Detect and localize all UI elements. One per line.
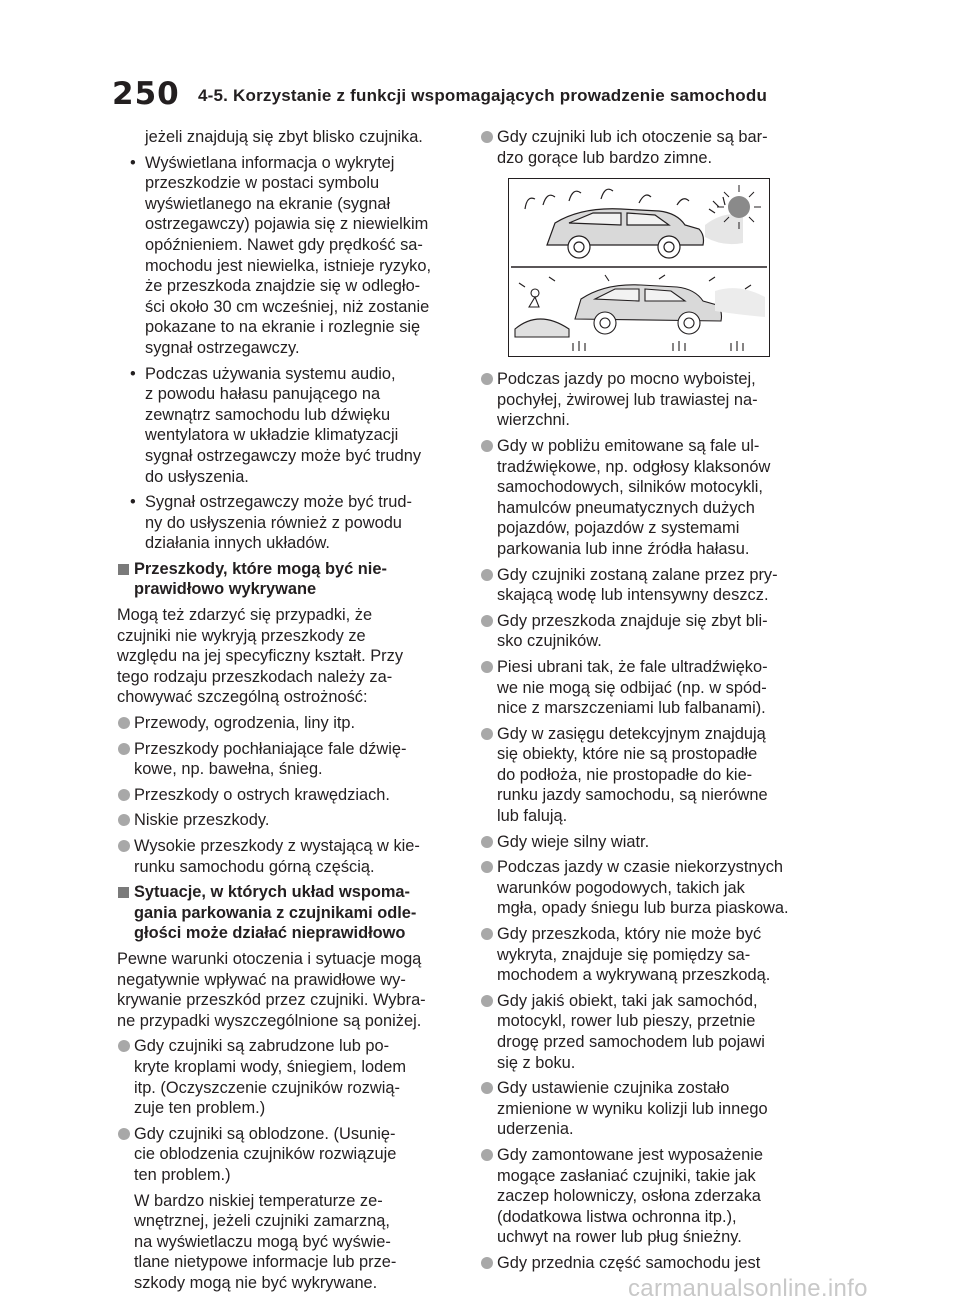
bullet-item bbox=[117, 1036, 462, 1118]
text-line: jeżeli znajdują się zbyt blisko czujnika. bbox=[145, 128, 423, 146]
text-line: ten problem.) bbox=[134, 1165, 231, 1184]
text-line: kowe, np. bawełna, śnieg. bbox=[134, 760, 323, 779]
text-line: W bardzo niskiej temperaturze ze- bbox=[134, 1191, 383, 1210]
text-line: Pewne warunki otoczenia i sytuacje mogą bbox=[117, 949, 422, 968]
text-line: Sytuacje, w których układ wspoma- bbox=[134, 883, 410, 902]
square-bullet-icon bbox=[118, 887, 129, 898]
circle-bullet-icon bbox=[118, 743, 130, 755]
text-line: sygnał ostrzegawczy. bbox=[145, 338, 300, 357]
text-line: ne przypadki wyszczególnione są poniżej. bbox=[117, 1011, 422, 1030]
text-line: zaczep holowniczy, osłona zderzaka bbox=[497, 1187, 761, 1206]
text-line: (dodatkowa listwa ochronna itp.), bbox=[497, 1207, 737, 1226]
text-line: dzo gorące lub bardzo zimne. bbox=[497, 148, 713, 167]
text-line: szkody mogą nie być wykrywane. bbox=[134, 1273, 378, 1292]
bullet-item bbox=[480, 611, 810, 652]
section-heading bbox=[117, 559, 462, 600]
text-line: względu na jej specyficzny kształt. Przy bbox=[117, 647, 404, 666]
bullet-item bbox=[480, 1253, 810, 1274]
text-line: do podłoża, nie prostopadłe do kie- bbox=[497, 765, 753, 784]
text-line: we nie mogą się odbijać (np. w spód- bbox=[497, 678, 767, 697]
text-line: pokazane to na ekranie i rozlegnie się bbox=[145, 318, 421, 337]
illustration-hot-cold-sensors bbox=[508, 178, 770, 357]
sub-paragraph bbox=[117, 1191, 462, 1294]
text-line: negatywnie wpływać na prawidłowe wy- bbox=[117, 970, 406, 989]
text-line: parkowania lub inne źródła hałasu. bbox=[497, 539, 750, 558]
text-line: na wyświetlaczu mogą być wyświe- bbox=[134, 1232, 391, 1251]
text-line: tego rodzaju przeszkodach należy za- bbox=[117, 667, 393, 686]
text-line: ny do usłyszenia również z powodu bbox=[145, 513, 402, 532]
text-line: opóźnieniem. Nawet gdy prędkość sa- bbox=[145, 235, 423, 254]
text-line: że przeszkoda znajdzie się w odległo- bbox=[145, 277, 421, 296]
dash-item bbox=[117, 153, 462, 359]
bullet-item bbox=[480, 436, 810, 560]
bullet-item bbox=[117, 836, 462, 877]
text-line: Gdy w pobliżu emitowane są fale ul- bbox=[497, 436, 760, 455]
text-line: sko czujników. bbox=[497, 632, 602, 651]
bullet-item bbox=[480, 832, 810, 853]
text-line: pochyłej, żwirowej lub trawiastej na- bbox=[497, 390, 758, 409]
text-line: chowywać szczególną ostrożność: bbox=[117, 688, 368, 707]
text-line: tradźwiękowe, np. odgłosy klaksonów bbox=[497, 457, 771, 476]
section-heading bbox=[117, 882, 462, 944]
circle-bullet-icon bbox=[118, 1040, 130, 1052]
bullet-item bbox=[480, 924, 810, 986]
intro-text bbox=[117, 127, 462, 148]
text-line: Gdy czujniki lub ich otoczenie są bar- bbox=[497, 128, 768, 146]
text-line: krywanie przeszkód przez czujniki. Wybra- bbox=[117, 991, 426, 1010]
bullet-item bbox=[117, 810, 462, 831]
text-line: Mogą też zdarzyć się przypadki, że bbox=[117, 606, 373, 625]
bullet-item bbox=[480, 1078, 810, 1140]
text-line: Podczas jazdy po mocno wyboistej, bbox=[497, 370, 756, 389]
text-line: Gdy przeszkoda znajduje się zbyt bli- bbox=[497, 611, 768, 630]
text-line: tlane nietypowe informacje lub prze- bbox=[134, 1253, 397, 1272]
text-line: ści około 30 cm wcześniej, niż zostanie bbox=[145, 297, 430, 316]
text-line: warunków pogodowych, takich jak bbox=[497, 878, 745, 897]
text-line: Piesi ubrani tak, że fale ultradźwięko- bbox=[497, 657, 768, 676]
dash-bullet-icon: • bbox=[130, 364, 136, 383]
dash-bullet-icon: • bbox=[130, 153, 136, 172]
circle-bullet-icon bbox=[481, 1257, 493, 1269]
text-line: Podczas używania systemu audio, bbox=[145, 364, 396, 383]
text-line: kryte kroplami wody, śniegiem, lodem bbox=[134, 1057, 407, 1076]
text-line: drogę przed samochodem lub pojawi bbox=[497, 1033, 765, 1051]
bullet-item bbox=[480, 369, 810, 431]
circle-bullet-icon bbox=[481, 569, 493, 581]
dash-item bbox=[117, 364, 462, 488]
circle-bullet-icon bbox=[118, 789, 130, 801]
text-line: mgła, opady śniegu lub burza piaskowa. bbox=[497, 899, 789, 918]
bullet-item bbox=[480, 991, 810, 1073]
text-line: głości może działać nieprawidłowo bbox=[134, 924, 406, 943]
text-line: motocykl, rower lub pieszy, przetnie bbox=[497, 1012, 756, 1031]
text-line: wentylatora w układzie klimatyzacji bbox=[145, 426, 399, 445]
text-line: wnętrznej, jeżeli czujniki zamarzną, bbox=[134, 1212, 390, 1231]
bullet-item bbox=[117, 739, 462, 780]
text-line: Gdy zamontowane jest wyposażenie bbox=[497, 1145, 764, 1164]
circle-bullet-icon bbox=[481, 373, 493, 385]
circle-bullet-icon bbox=[481, 728, 493, 740]
text-line: wykryta, znajduje się pomiędzy sa- bbox=[497, 945, 751, 964]
text-line: hamulców pneumatycznych dużych bbox=[497, 498, 755, 517]
circle-bullet-icon bbox=[118, 717, 130, 729]
text-line: pojazdów, pojazdów z systemami bbox=[497, 519, 740, 538]
text-line: samochodowych, silników motocykli, bbox=[497, 478, 763, 497]
text-line: Gdy czujniki są oblodzone. (Usunię- bbox=[134, 1124, 396, 1143]
bullet-item bbox=[480, 657, 810, 719]
bullet-item bbox=[480, 1145, 810, 1248]
text-line: z powodu hałasu panującego na bbox=[145, 385, 381, 404]
text-line: uderzenia. bbox=[497, 1120, 574, 1139]
text-line: wyświetlanego na ekranie (sygnał bbox=[145, 194, 391, 213]
circle-bullet-icon bbox=[481, 1082, 493, 1094]
bullet-item bbox=[117, 713, 462, 734]
text-line: Przeszkody o ostrych krawędziach. bbox=[134, 785, 390, 804]
circle-bullet-icon bbox=[118, 840, 130, 852]
circle-bullet-icon bbox=[481, 836, 493, 848]
text-line: Przeszkody, które mogą być nie- bbox=[134, 559, 387, 578]
text-line: uchwyt na rower lub pług śnieżny. bbox=[497, 1228, 742, 1247]
text-line: Wysokie przeszkody z wystającą w kie- bbox=[134, 837, 420, 855]
text-line: czujniki nie wykryją przeszkody ze bbox=[117, 626, 366, 645]
dash-bullet-icon: • bbox=[130, 493, 136, 512]
text-line: Gdy przednia część samochodu jest bbox=[497, 1253, 761, 1272]
text-line: przeszkodzie w postaci symbolu bbox=[145, 174, 380, 193]
text-line: się obiekty, które nie są prostopadłe bbox=[497, 745, 758, 764]
circle-bullet-icon bbox=[481, 1149, 493, 1161]
text-line: runku samochodu górną częścią. bbox=[134, 857, 375, 876]
text-line: nice z marszczeniami lub falbanami). bbox=[497, 699, 766, 718]
section-paragraph bbox=[117, 605, 462, 708]
dash-item bbox=[117, 492, 462, 554]
square-bullet-icon bbox=[118, 564, 129, 575]
bullet-item bbox=[480, 127, 810, 168]
text-line: prawidłowo wykrywane bbox=[134, 580, 317, 599]
bullet-item bbox=[480, 857, 810, 919]
bullet-item bbox=[480, 724, 810, 827]
text-line: Gdy przeszkoda, który nie może być bbox=[497, 925, 762, 944]
text-line: Niskie przeszkody. bbox=[134, 811, 270, 830]
text-line: Przeszkody pochłaniające fale dźwię- bbox=[134, 739, 407, 758]
circle-bullet-icon bbox=[481, 928, 493, 940]
text-line: się z boku. bbox=[497, 1053, 576, 1072]
text-line: Wyświetlana informacja o wykrytej bbox=[145, 153, 395, 172]
watermark: carmanualsonline.info bbox=[628, 1275, 868, 1302]
bullet-item bbox=[117, 1124, 462, 1186]
text-line: Podczas jazdy w czasie niekorzystnych bbox=[497, 858, 784, 877]
circle-bullet-icon bbox=[481, 615, 493, 627]
text-line: zmienione w wyniku kolizji lub innego bbox=[497, 1099, 768, 1118]
circle-bullet-icon bbox=[118, 1128, 130, 1140]
text-line: lub falują. bbox=[497, 807, 568, 826]
text-line: Gdy ustawienie czujnika zostało bbox=[497, 1079, 730, 1098]
circle-bullet-icon bbox=[481, 995, 493, 1007]
circle-bullet-icon bbox=[118, 814, 130, 826]
text-line: gania parkowania z czujnikami odle- bbox=[134, 903, 417, 922]
section-paragraph bbox=[117, 949, 462, 1031]
text-line: działania innych układów. bbox=[145, 534, 330, 553]
text-line: wierzchni. bbox=[497, 411, 570, 430]
text-line: Gdy wieje silny wiatr. bbox=[497, 832, 650, 851]
bullet-item bbox=[480, 565, 810, 606]
text-line: Sygnał ostrzegawczy może być trud- bbox=[145, 493, 412, 512]
text-line: mochodu jest niewielka, istnieje ryzyko, bbox=[145, 256, 432, 275]
circle-bullet-icon bbox=[481, 861, 493, 873]
text-line: sygnał ostrzegawczy może być trudny bbox=[145, 446, 422, 465]
text-line: mogące zasłaniać czujniki, takie jak bbox=[497, 1166, 756, 1185]
text-line: mochodem a wykrywaną przeszkodą. bbox=[497, 966, 771, 985]
text-line: cie oblodzenia czujników rozwiązuje bbox=[134, 1145, 397, 1164]
text-line: do usłyszenia. bbox=[145, 467, 249, 486]
text-line: Przewody, ogrodzenia, liny itp. bbox=[134, 714, 356, 733]
page-number: 250 bbox=[112, 76, 180, 112]
text-line: skającą wodę lub intensywny deszcz. bbox=[497, 586, 769, 605]
right-column bbox=[480, 127, 810, 1279]
chapter-title: 4-5. Korzystanie z funkcji wspomagających prowadzenie samochodu bbox=[198, 86, 768, 105]
text-line: Gdy czujniki są zabrudzone lub po- bbox=[134, 1037, 390, 1056]
circle-bullet-icon bbox=[481, 131, 493, 143]
text-line: itp. (Oczyszczenie czujników rozwią- bbox=[134, 1078, 400, 1097]
text-line: runku jazdy samochodu, są nierówne bbox=[497, 786, 768, 805]
text-line: Gdy czujniki zostaną zalane przez pry- bbox=[497, 565, 778, 584]
circle-bullet-icon bbox=[481, 440, 493, 452]
text-line: ostrzegawczy) pojawia się z niewielkim bbox=[145, 215, 429, 234]
left-column bbox=[117, 127, 462, 1298]
text-line: Gdy w zasięgu detekcyjnym znajdują bbox=[497, 724, 766, 743]
circle-bullet-icon bbox=[481, 661, 493, 673]
text-line: zuje ten problem.) bbox=[134, 1099, 266, 1118]
bullet-item bbox=[117, 785, 462, 806]
text-line: zewnątrz samochodu lub dźwięku bbox=[145, 405, 391, 424]
text-line: Gdy jakiś obiekt, taki jak samochód, bbox=[497, 991, 758, 1010]
